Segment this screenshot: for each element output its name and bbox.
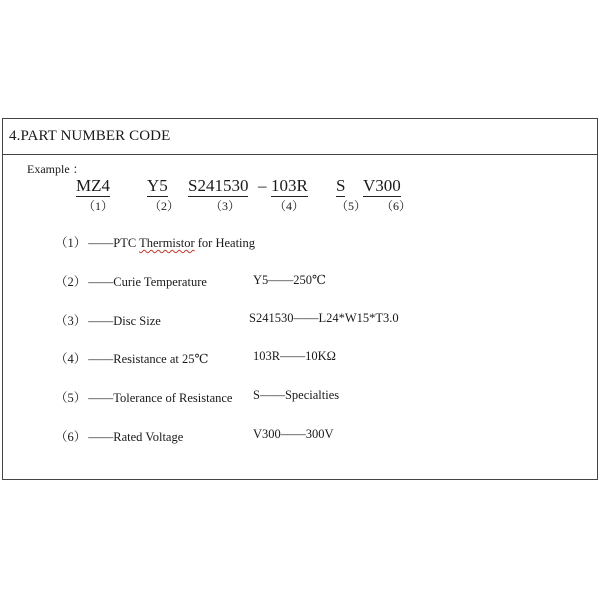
definition-value: S241530——L24*W15*T3.0 <box>249 311 399 325</box>
definition-dash: —— <box>88 391 114 405</box>
code-segment-disc-size: S241530 <box>188 176 249 195</box>
definition-term-suffix: for Heating <box>194 236 256 250</box>
definition-index: （6） <box>55 430 87 444</box>
definition-dash: —— <box>88 314 114 328</box>
code-segment-resistance: 103R <box>271 176 308 195</box>
definition-index: （3） <box>55 314 87 328</box>
code-segment-series: MZ4 <box>76 176 110 195</box>
definition-index: （1） <box>55 236 87 250</box>
definition-term: Disc Size <box>113 314 161 328</box>
definition-row <box>55 349 208 367</box>
definition-term <box>113 236 255 251</box>
code-index-4: （4） <box>274 199 305 213</box>
definition-term: Rated Voltage <box>113 430 184 444</box>
section-header <box>3 119 597 155</box>
code-index-5: （5） <box>336 199 367 213</box>
section-title: 4.PART NUMBER CODE <box>9 128 171 144</box>
definition-row <box>55 427 183 445</box>
definition-term: Resistance at 25℃ <box>113 352 209 366</box>
definition-term-prefix: PTC <box>113 236 140 250</box>
definition-row <box>55 233 255 251</box>
definition-value: S——Specialties <box>253 388 340 402</box>
definition-index: （4） <box>55 352 87 366</box>
definition-term: Curie Temperature <box>113 275 207 289</box>
definition-value: Y5——250℃ <box>253 273 327 287</box>
definition-index: （5） <box>55 391 87 405</box>
definition-index: （2） <box>55 275 87 289</box>
code-index-3: （3） <box>210 199 241 213</box>
definition-term-marked: Thermistor <box>139 236 195 250</box>
definition-dash: —— <box>88 236 114 250</box>
code-index-6: （6） <box>381 199 412 213</box>
code-segment-tolerance: S <box>336 176 346 195</box>
code-index-2: （2） <box>149 199 180 213</box>
definition-row <box>55 311 161 329</box>
example-label: Example ： <box>27 162 85 176</box>
definition-dash: —— <box>88 275 114 289</box>
definition-dash: —— <box>88 352 114 366</box>
code-segment-curie: Y5 <box>147 176 168 195</box>
code-segment-voltage: V300 <box>363 176 401 195</box>
part-number-code-panel <box>2 118 598 480</box>
definition-dash: —— <box>88 430 114 444</box>
code-separator: – <box>258 176 267 195</box>
definition-term: Tolerance of Resistance <box>113 391 233 405</box>
definition-row <box>55 272 207 290</box>
definition-value: 103R——10KΩ <box>253 349 336 363</box>
definition-row <box>55 388 232 406</box>
code-index-1: （1） <box>83 199 114 213</box>
definition-value: V300——300V <box>253 427 334 441</box>
